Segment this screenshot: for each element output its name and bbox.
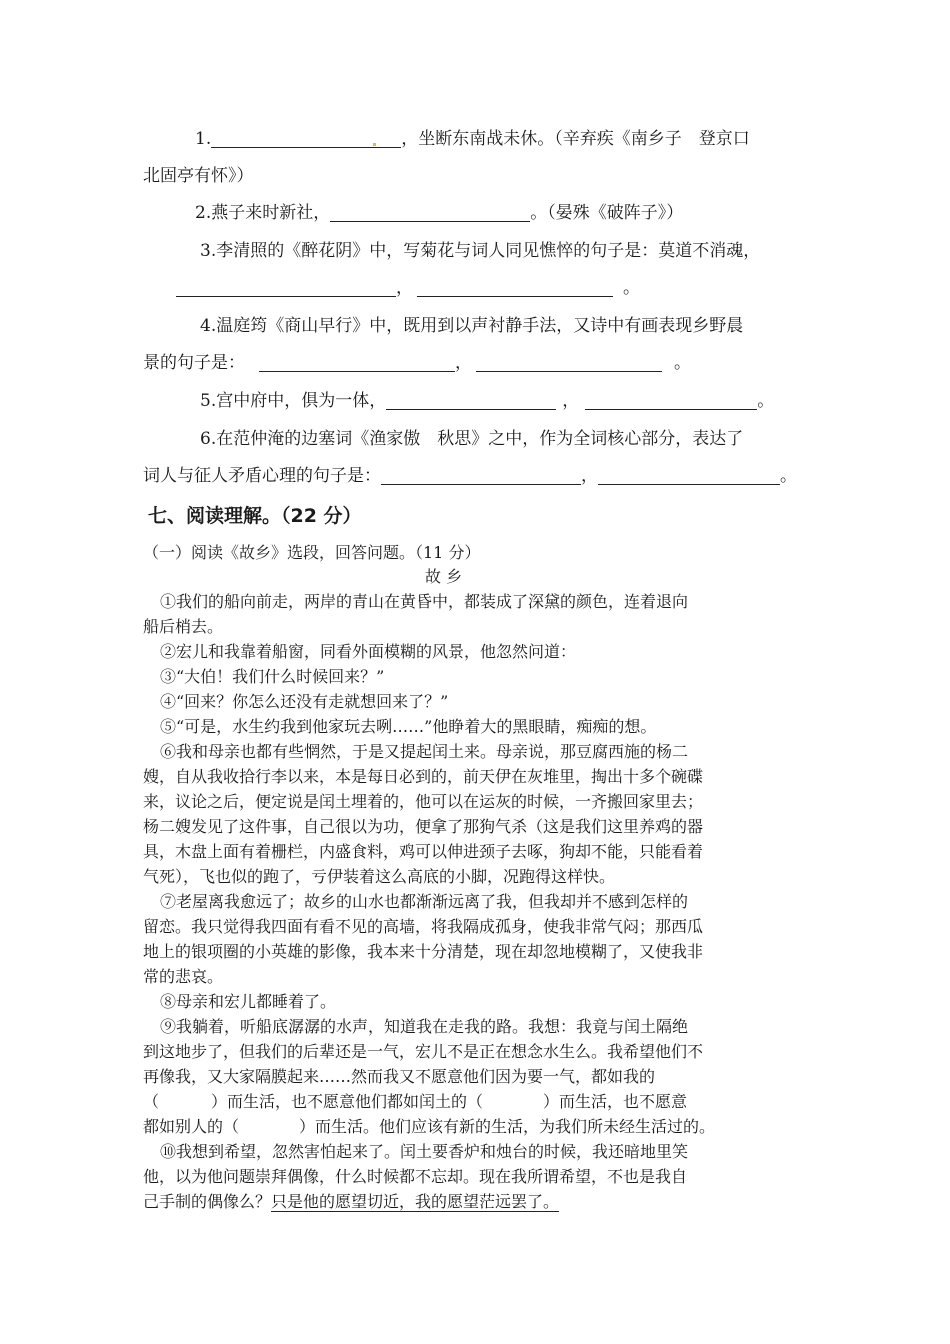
answer-blank[interactable] — [211, 129, 401, 148]
article-last-line: 己手制的偶像么？只是他的愿望切近，我的愿望茫远罢了。 — [143, 1192, 560, 1211]
answer-blank[interactable] — [585, 391, 757, 410]
article-blank-line-1: （ ）而生活，也不愿意他们都如闰土的（ ）而生活，也不愿意 — [143, 1092, 688, 1111]
article-line: 船后梢去。 — [143, 617, 224, 636]
answer-blank[interactable] — [330, 203, 530, 222]
answer-blank[interactable] — [259, 353, 455, 372]
article-line: ③“大伯！我们什么时候回来？” — [160, 667, 385, 686]
article-line: ②宏儿和我靠着船窗，同看外面模糊的风景，他忽然问道： — [160, 642, 577, 661]
article-line: 再像我，又大家隔膜起来……然而我又不愿意他们因为要一气，都如我的 — [143, 1067, 656, 1086]
question-6-cont: 词人与征人矛盾心理的句子是： ， 。 — [143, 466, 797, 486]
question-1: 1. ，坐断东南战未休。（辛弃疾《南乡子 登京口 — [195, 129, 750, 149]
question-3-blanks: ， 。 — [176, 273, 640, 298]
article-line: 杨二嫂发见了这件事，自己很以为功，便拿了那狗气杀（这是我们这里养鸡的器 — [143, 817, 704, 836]
article-title: 故 乡 — [425, 567, 463, 586]
article-blank-line-2: 都如别人的（ ）而生活。他们应该有新的生活，为我们所未经生活过的。 — [143, 1117, 716, 1136]
article-line: 到这地步了，但我们的后辈还是一气，宏儿不是正在想念水生么。我希望他们不 — [143, 1042, 704, 1061]
question-6: 6.在范仲淹的边塞词《渔家傲 秋思》之中，作为全词核心部分，表达了 — [200, 429, 744, 449]
question-5: 5.宫中府中，俱为一体， ， 。 — [200, 391, 775, 411]
question-3: 3.李清照的《醉花阴》中，写菊花与词人同见憔悴的句子是：莫道不消魂， — [200, 241, 761, 261]
answer-blank[interactable] — [381, 466, 581, 485]
answer-blank[interactable] — [417, 278, 613, 297]
article-line: ⑩我想到希望，忽然害怕起来了。闰土要香炉和烛台的时候，我还暗地里笑 — [160, 1142, 689, 1161]
article-line: ⑦老屋离我愈远了；故乡的山水也都渐渐远离了我，但我却并不感到怎样的 — [160, 892, 689, 911]
highlight-mark — [373, 143, 376, 146]
underlined-sentence: 只是他的愿望切近，我的愿望茫远罢了。 — [271, 1192, 560, 1211]
article-line: 具，木盘上面有着栅栏，内盛食料，鸡可以伸进颈子去啄，狗却不能，只能看着 — [143, 842, 704, 861]
article-line: 他，以为他问题崇拜偶像，什么时候都不忘却。现在我所谓希望，不也是我自 — [143, 1167, 688, 1186]
article-line: 常的悲哀。 — [143, 967, 224, 986]
answer-blank[interactable] — [176, 278, 396, 297]
article-line: ⑤“可是，水生约我到他家玩去咧……”他睁着大的黑眼睛，痴痴的想。 — [160, 717, 657, 736]
article-line: 地上的银项圈的小英雄的影像，我本来十分清楚，现在却忽地模糊了，又使我非 — [143, 942, 704, 961]
question-2: 2.燕子来时新社， 。（晏殊《破阵子》） — [195, 203, 684, 223]
answer-blank[interactable] — [386, 391, 556, 410]
answer-blank[interactable] — [598, 466, 780, 485]
article-line: ⑨我躺着，听船底潺潺的水声，知道我在走我的路。我想：我竟与闰土隔绝 — [160, 1017, 689, 1036]
question-4-cont: 景的句子是： ， 。 — [143, 353, 691, 373]
section-heading: 七、阅读理解。（22 分） — [148, 505, 362, 527]
question-4: 4.温庭筠《商山早行》中，既用到以声衬静手法，又诗中有画表现乡野晨 — [200, 316, 744, 336]
article-line: 嫂，自从我收拾行李以来，本是每日必到的，前天伊在灰堆里，掏出十多个碗碟 — [143, 767, 704, 786]
article-line: ④“回来？你怎么还没有走就想回来了？” — [160, 692, 449, 711]
article-line: 留恋。我只觉得我四面有看不见的高墙，将我隔成孤身，使我非常气闷；那西瓜 — [143, 917, 704, 936]
article-line: ①我们的船向前走，两岸的青山在黄昏中，都装成了深黛的颜色，连着退向 — [160, 592, 689, 611]
article-line: ⑥我和母亲也都有些惘然，于是又提起闰土来。母亲说，那豆腐西施的杨二 — [160, 742, 689, 761]
article-line: 来，议论之后，便定说是闰土埋着的，他可以在运灰的时候，一齐搬回家里去； — [143, 792, 704, 811]
question-1-cont: 北固亭有怀》） — [143, 166, 254, 186]
article-line: 气死），飞也似的跑了，亏伊装着这么高底的小脚，况跑得这样快。 — [143, 867, 616, 886]
answer-blank[interactable] — [476, 353, 662, 372]
subsection-heading: （一）阅读《故乡》选段，回答问题。（11 分） — [143, 543, 481, 562]
article-line: ⑧母亲和宏儿都睡着了。 — [160, 992, 337, 1011]
